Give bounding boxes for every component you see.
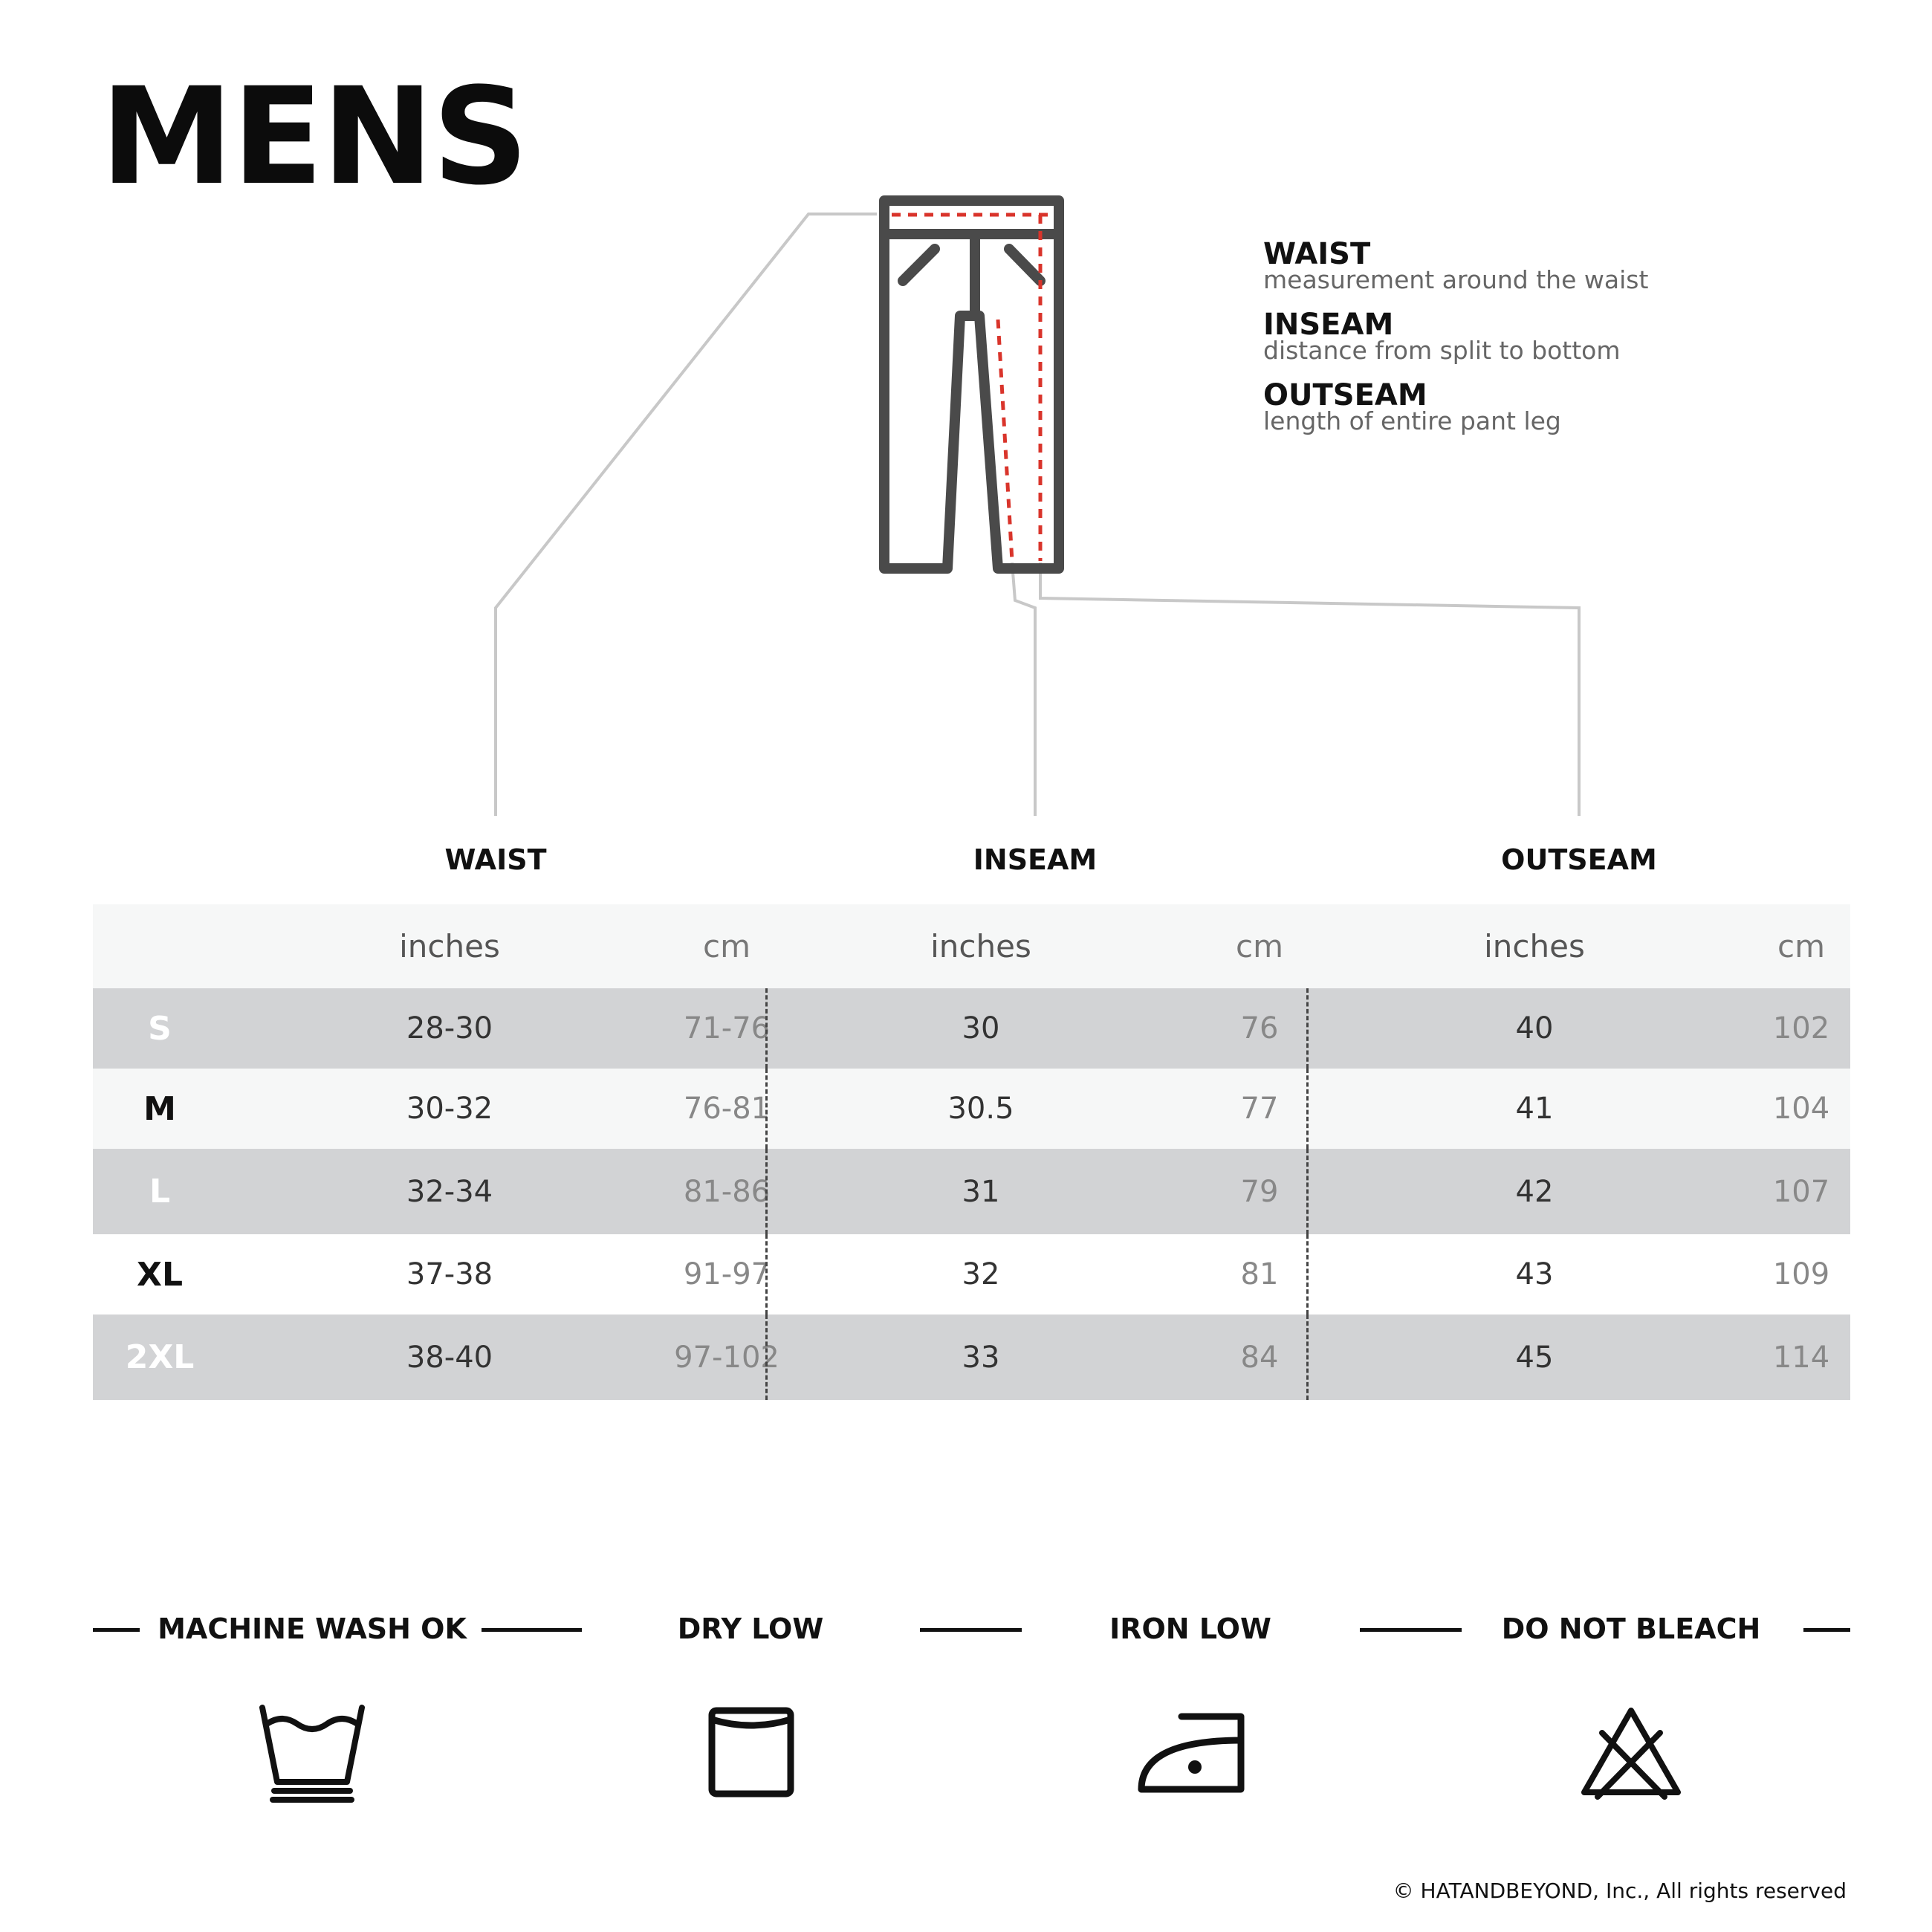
legend-waist-term: WAIST	[1263, 237, 1371, 271]
table-row	[93, 1315, 1850, 1400]
group-header-inseam: INSEAM	[973, 843, 1098, 876]
waist-inches: 28-30	[406, 1011, 493, 1046]
size-table	[93, 904, 1850, 1400]
size-label: XL	[137, 1255, 183, 1294]
size-label: L	[149, 1173, 171, 1210]
legend-outseam-term: OUTSEAM	[1263, 378, 1427, 412]
unit-waist-inches: inches	[399, 928, 500, 965]
unit-outseam-inches: inches	[1484, 928, 1585, 965]
legend-inseam-term: INSEAM	[1263, 308, 1394, 342]
legend-inseam-desc: distance from split to bottom	[1263, 336, 1621, 365]
divider-line	[1803, 1628, 1850, 1632]
outseam-inches: 45	[1515, 1340, 1554, 1375]
outseam-cm: 114	[1772, 1340, 1830, 1375]
waist-inches: 30-32	[406, 1092, 493, 1126]
outseam-leader-line	[1040, 563, 1579, 816]
outseam-inches: 41	[1515, 1092, 1554, 1126]
wash-basin-icon	[256, 1702, 368, 1806]
waist-leader-line	[496, 214, 877, 816]
units-header-row	[93, 904, 1850, 988]
inseam-cm: 84	[1240, 1340, 1279, 1375]
unit-outseam-cm: cm	[1777, 928, 1825, 965]
group-header-outseam: OUTSEAM	[1501, 843, 1657, 876]
outseam-cm: 104	[1772, 1092, 1830, 1126]
table-row	[93, 988, 1850, 1069]
table-row	[93, 1069, 1850, 1149]
inseam-leader-line	[1012, 563, 1035, 816]
no-bleach-triangle-icon	[1575, 1702, 1687, 1806]
inseam-inches: 32	[962, 1257, 1000, 1291]
waist-cm: 76-81	[683, 1092, 771, 1126]
iron-low-icon	[1135, 1702, 1247, 1806]
waist-cm: 81-86	[683, 1174, 771, 1209]
tumble-dry-square-icon	[696, 1702, 807, 1806]
copyright-notice: © HATANDBEYOND, Inc., All rights reserved	[1393, 1878, 1847, 1903]
size-label: M	[143, 1089, 176, 1128]
table-row	[93, 1149, 1850, 1234]
care-label-dry-low: DRY LOW	[677, 1612, 824, 1645]
waist-inches: 38-40	[406, 1340, 493, 1375]
legend-waist-desc: measurement around the waist	[1263, 265, 1649, 294]
size-label: S	[148, 1009, 172, 1048]
inseam-cm: 79	[1240, 1174, 1279, 1209]
group-header-waist: WAIST	[444, 843, 547, 876]
divider-line	[482, 1628, 582, 1632]
inseam-inches: 30.5	[947, 1092, 1014, 1126]
outseam-inches: 43	[1515, 1257, 1554, 1291]
waist-inches: 37-38	[406, 1257, 493, 1291]
outseam-cm: 102	[1772, 1011, 1830, 1046]
unit-inseam-cm: cm	[1235, 928, 1283, 965]
waist-inches: 32-34	[406, 1174, 493, 1209]
inseam-inches: 31	[962, 1174, 1000, 1209]
size-label: 2XL	[125, 1338, 195, 1376]
unit-waist-cm: cm	[702, 928, 751, 965]
care-label-machine-wash: MACHINE WASH OK	[158, 1612, 467, 1645]
pants-measurement-diagram	[0, 0, 1932, 892]
inseam-cm: 76	[1240, 1011, 1279, 1046]
unit-inseam-inches: inches	[930, 928, 1031, 965]
pants-icon	[884, 201, 1059, 568]
outseam-cm: 107	[1772, 1174, 1830, 1209]
waist-cm: 97-102	[674, 1340, 779, 1375]
care-label-iron-low: IRON LOW	[1109, 1612, 1271, 1645]
legend-outseam-desc: length of entire pant leg	[1263, 406, 1561, 435]
divider-line	[920, 1628, 1022, 1632]
divider-line	[93, 1628, 140, 1632]
inseam-inches: 33	[962, 1340, 1000, 1375]
divider-line	[1360, 1628, 1462, 1632]
waist-cm: 71-76	[683, 1011, 771, 1046]
outseam-cm: 109	[1772, 1257, 1830, 1291]
care-label-no-bleach: DO NOT BLEACH	[1501, 1612, 1761, 1645]
inseam-inches: 30	[962, 1011, 1000, 1046]
outseam-inches: 42	[1515, 1174, 1554, 1209]
page-title: MENS	[100, 59, 528, 215]
outseam-inches: 40	[1515, 1011, 1554, 1046]
inseam-cm: 81	[1240, 1257, 1279, 1291]
inseam-cm: 77	[1240, 1092, 1279, 1126]
table-row	[93, 1234, 1850, 1315]
waist-cm: 91-97	[683, 1257, 771, 1291]
